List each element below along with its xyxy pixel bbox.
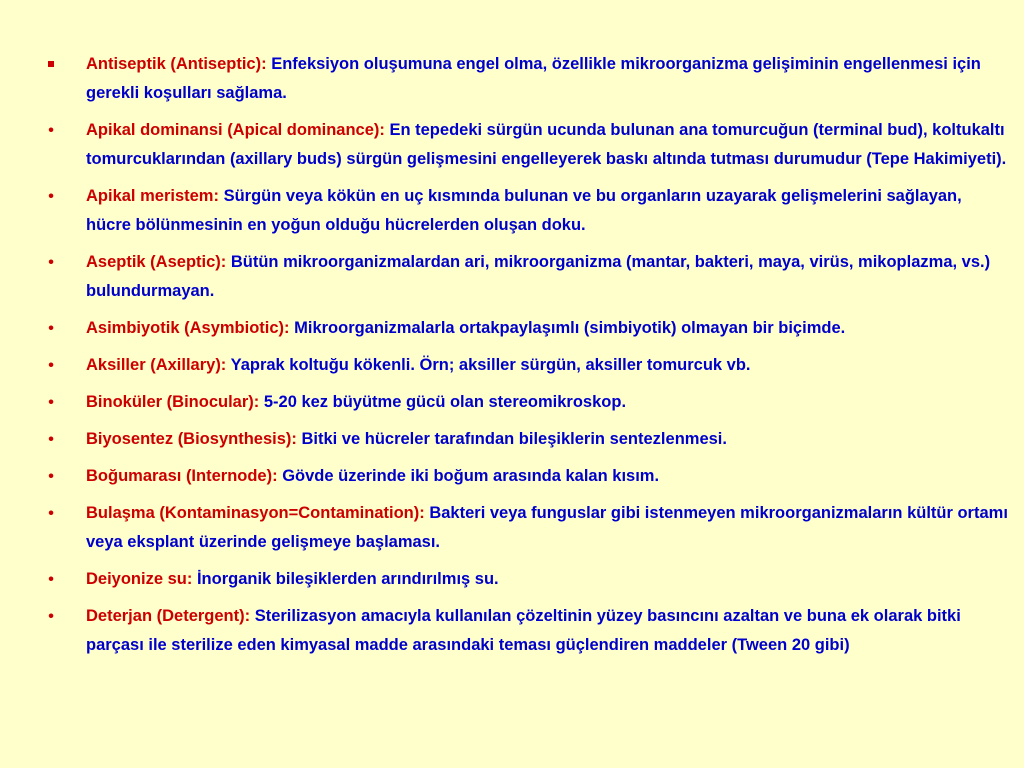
definition: Sürgün veya kökün en uç kısmında bulunan ve bu organların uzayarak gelişmelerini sağlayan, hücre bölünmesinin en yoğun olduğu hücrelerden oluşan doku.: [86, 187, 962, 234]
dot-bullet-icon: [44, 248, 58, 277]
term: Biyosentez (Biosynthesis):: [86, 430, 302, 448]
term: Apikal meristem:: [86, 187, 224, 205]
dot-bullet-icon: [44, 388, 58, 417]
definition: Bakteri veya funguslar gibi istenmeyen mikroorganizmaların kültür ortamı veya eksplant üzerinde gelişmeye başlaması.: [86, 504, 1008, 551]
term: Apikal dominansi (Apical dominance):: [86, 121, 390, 139]
definition: Bitki ve hücreler tarafından bileşiklerin sentezlenmesi.: [301, 430, 727, 448]
term: Aksiller (Axillary):: [86, 356, 231, 374]
definition: Bütün mikroorganizmalardan ari, mikroorganizma (mantar, bakteri, maya, virüs, mikoplazma, vs.) bulundurmayan.: [86, 253, 991, 300]
definition: Enfeksiyon oluşumuna engel olma, özellikle mikroorganizma gelişiminin engellenmesi için gerekli koşulları sağlama.: [86, 55, 981, 102]
dot-bullet-icon: [44, 116, 58, 145]
glossary-entry-bogumarasi: [40, 462, 1010, 491]
glossary-entry-asimbiyotik: [40, 314, 1010, 343]
term: Deterjan (Detergent):: [86, 607, 255, 625]
glossary-entry-bulasma: [40, 499, 1010, 557]
definition: Gövde üzerinde iki boğum arasında kalan kısım.: [282, 467, 660, 485]
term: Antiseptik (Antiseptic):: [86, 55, 272, 73]
definition: 5-20 kez büyütme gücü olan stereomikroskop.: [263, 393, 627, 411]
dot-bullet-icon: [44, 314, 58, 343]
dot-bullet-icon: [44, 565, 58, 594]
glossary-entry-binokuler: [40, 388, 1010, 417]
definition: En tepedeki sürgün ucunda bulunan ana tomurcuğun (terminal bud), koltukaltı tomurcuklarından (axillary buds) sürgün gelişmesini engelleyerek baskı altında tutması durumudur (Tepe Hakimiyeti).: [86, 121, 1007, 168]
term: Binoküler (Binocular):: [86, 393, 264, 411]
dot-bullet-icon: [44, 462, 58, 491]
glossary-list: [40, 50, 1010, 668]
glossary-entry-biyosentez: [40, 425, 1010, 454]
glossary-entry-aksiller: [40, 351, 1010, 380]
term: Deiyonize su:: [86, 570, 197, 588]
glossary-entry-apikal-dominansi: [40, 116, 1010, 174]
dot-bullet-icon: [44, 602, 58, 631]
square-bullet-icon: [44, 50, 58, 79]
glossary-entry-antiseptik: [40, 50, 1010, 108]
glossary-entry-aseptik: [40, 248, 1010, 306]
glossary-entry-apikal-meristem: [40, 182, 1010, 240]
term: Boğumarası (Internode):: [86, 467, 283, 485]
glossary-entry-deterjan: [40, 602, 1010, 660]
dot-bullet-icon: [44, 425, 58, 454]
term: Asimbiyotik (Asymbiotic):: [86, 319, 295, 337]
definition: Yaprak koltuğu kökenli. Örn; aksiller sürgün, aksiller tomurcuk vb.: [230, 356, 751, 374]
definition: Sterilizasyon amacıyla kullanılan çözeltinin yüzey basıncını azaltan ve buna ek olarak bitki parçası ile sterilize eden kimyasal madde arasındaki teması güçlendiren maddeler (Tween 20 gibi): [86, 607, 961, 654]
definition: İnorganik bileşiklerden arındırılmış su.: [196, 570, 499, 588]
term: Bulaşma (Kontaminasyon=Contamination):: [86, 504, 430, 522]
dot-bullet-icon: [44, 182, 58, 211]
dot-bullet-icon: [44, 499, 58, 528]
term: Aseptik (Aseptic):: [86, 253, 231, 271]
definition: Mikroorganizmalarla ortakpaylaşımlı (simbiyotik) olmayan bir biçimde.: [294, 319, 846, 337]
dot-bullet-icon: [44, 351, 58, 380]
glossary-entry-deiyonize-su: [40, 565, 1010, 594]
